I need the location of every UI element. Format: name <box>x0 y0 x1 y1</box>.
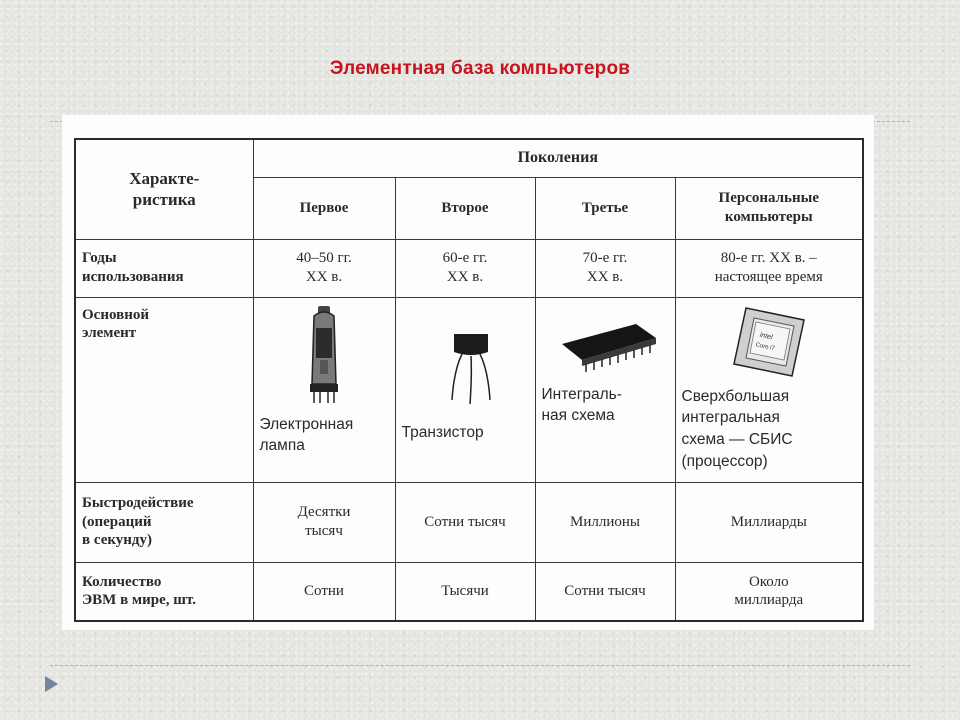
next-slide-arrow-icon[interactable] <box>45 676 58 692</box>
years-label: Годы использования <box>75 239 253 297</box>
integrated-circuit-icon <box>556 318 660 376</box>
element-pc-line1: Сверхбольшая <box>681 387 790 405</box>
speed-second: Сотни тысяч <box>395 482 535 562</box>
speed-label: Быстродействие (операций в секунду) <box>75 482 253 562</box>
count-label: Количество ЭВМ в мире, шт. <box>75 562 253 621</box>
element-pc-line4: (процессор) <box>681 452 768 470</box>
computer-generations-table <box>74 138 864 622</box>
element-first-line2: лампа <box>259 437 305 455</box>
gen-third-header: Третье <box>535 177 675 239</box>
speed-third: Миллионы <box>535 482 675 562</box>
element-pc-line3: схема — СБИС <box>681 430 793 448</box>
years-first: 40–50 гг. XX в. <box>253 239 395 297</box>
bottom-divider <box>50 665 910 666</box>
years-second: 60-е гг. XX в. <box>395 239 535 297</box>
svg-text:intel: intel <box>758 331 773 341</box>
generations-header: Поколения <box>253 139 863 177</box>
element-label: Основной элемент <box>75 297 253 482</box>
svg-text:Core i7: Core i7 <box>754 341 775 352</box>
element-first <box>253 297 395 482</box>
slide-title: Элементная база компьютеров <box>329 58 631 79</box>
element-third-line1: Интеграль- <box>541 385 622 403</box>
characteristic-header: Характе- ристика <box>75 139 253 239</box>
vacuum-tube-icon <box>304 306 344 404</box>
count-third: Сотни тысяч <box>535 562 675 621</box>
gen-second-header: Второе <box>395 177 535 239</box>
count-second: Тысячи <box>395 562 535 621</box>
processor-icon <box>732 306 806 378</box>
element-pc-line2: интегральная <box>681 409 780 427</box>
count-first: Сотни <box>253 562 395 621</box>
table-panel <box>62 115 874 630</box>
gen-pc-header: Персональные компьютеры <box>675 177 863 239</box>
element-third <box>535 297 675 482</box>
speed-pc: Миллиарды <box>675 482 863 562</box>
years-pc: 80-е гг. XX в. – настоящее время <box>675 239 863 297</box>
gen-first-header: Первое <box>253 177 395 239</box>
element-pc <box>675 297 863 482</box>
element-second <box>395 297 535 482</box>
years-third: 70-е гг. XX в. <box>535 239 675 297</box>
element-second-line1: Транзистор <box>401 423 484 441</box>
count-pc: Около миллиарда <box>675 562 863 621</box>
speed-first: Десятки тысяч <box>253 482 395 562</box>
element-first-line1: Электронная <box>259 415 354 433</box>
transistor-icon <box>446 330 496 410</box>
element-third-line2: ная схема <box>541 407 615 425</box>
